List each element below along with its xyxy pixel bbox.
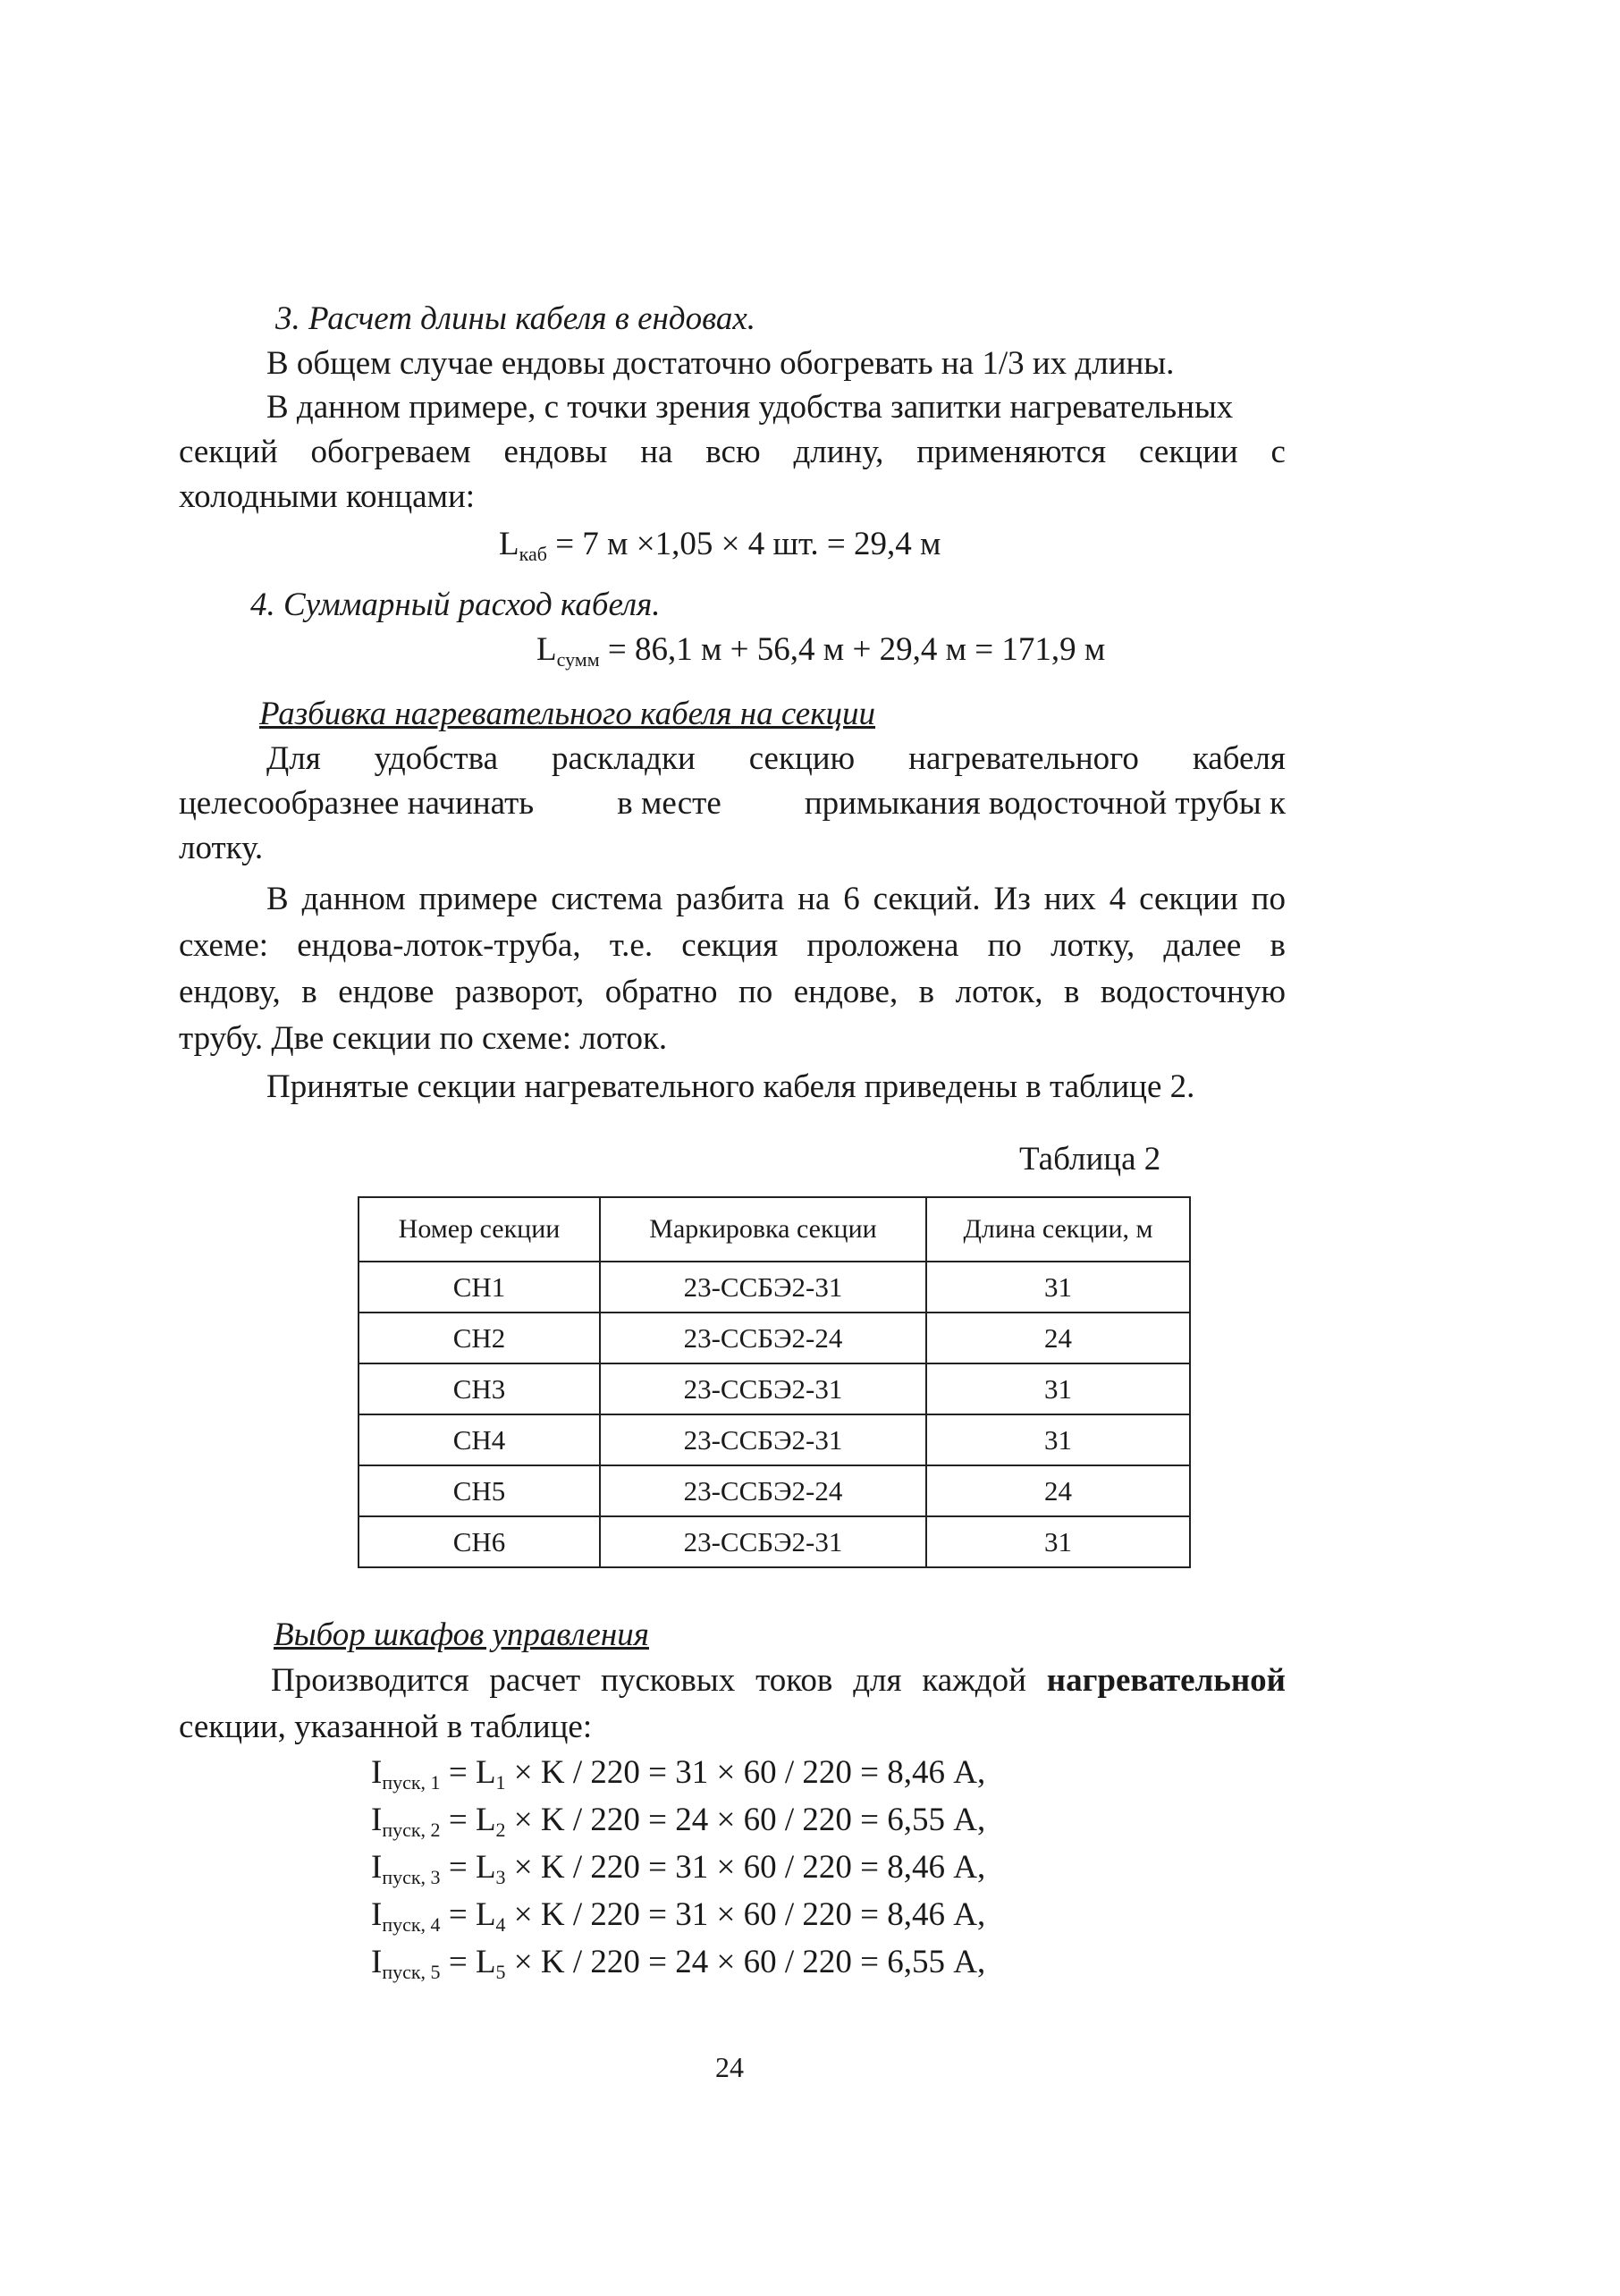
word: применяются: [916, 434, 1107, 470]
formula-symbol: I: [371, 1754, 383, 1791]
formula-start-current-5: $I_{пуск, 5} = L_5 \times K / 220 = 24 \times 60 / 220 = 6,55$ А,: [371, 1944, 986, 1983]
table-cell: 24: [926, 1465, 1190, 1516]
formula-start-current-2: $I_{пуск, 2} = L_2 \times K / 220 = 24 \times 60 / 220 = 6,55$ А,: [371, 1802, 986, 1841]
word: Производится: [271, 1662, 469, 1699]
table-cell: 23-ССБЭ2-31: [600, 1516, 926, 1567]
section-3-heading: 3. Расчет длины кабеля в ендовах.: [275, 300, 756, 337]
split-paragraph-2-line-4: трубу. Две секции по схеме: лоток.: [179, 1020, 668, 1057]
word: далее: [1163, 927, 1242, 964]
split-heading: Разбивка нагревательного кабеля на секции: [259, 696, 876, 732]
word: в месте: [617, 785, 721, 822]
formula-expression: × K / 220 = 24 × 60 / 220 = 6,55 А,: [505, 1802, 986, 1838]
table-cell: СН6: [359, 1516, 600, 1567]
formula-expression: × K / 220 = 24 × 60 / 220 = 6,55 А,: [505, 1944, 986, 1980]
table-cell: 23-ССБЭ2-31: [600, 1262, 926, 1313]
word: по: [987, 927, 1022, 964]
table-cell: 23-ССБЭ2-31: [600, 1363, 926, 1414]
column-header: Маркировка секции: [600, 1197, 926, 1262]
word: секций.: [873, 881, 981, 917]
word: длину,: [793, 434, 884, 470]
word: целесообразнее начинать: [179, 785, 535, 822]
formula-symbol: L: [475, 1802, 496, 1838]
word: в: [918, 974, 935, 1010]
word: секции: [1139, 434, 1238, 470]
word: 4: [1109, 881, 1126, 917]
word: с: [1270, 434, 1286, 470]
table-cell: СН3: [359, 1363, 600, 1414]
word: секция: [681, 927, 779, 964]
word: 6: [843, 881, 860, 917]
formula-expression: = 7 м ×1,05 × 4 шт. = 29,4 м: [546, 526, 941, 562]
split-paragraph-3: Принятые секции нагревательного кабеля приведены в таблице 2.: [266, 1068, 1195, 1105]
table-cell: 31: [926, 1262, 1190, 1313]
formula-subscript: 5: [495, 1961, 506, 1983]
formula-symbol: L: [499, 526, 519, 562]
formula-symbol: L: [475, 1754, 496, 1791]
formula-start-current-4: $I_{пуск, 4} = L_4 \times K / 220 = 31 \times 60 / 220 = 8,46$ А,: [371, 1896, 986, 1936]
word: обратно: [604, 974, 718, 1010]
table-row: [359, 1414, 1190, 1465]
word: В: [266, 881, 289, 917]
column-header: Номер секции: [359, 1197, 600, 1262]
word: секции: [1139, 881, 1238, 917]
formula-expression: × K / 220 = 31 × 60 / 220 = 8,46 А,: [505, 1754, 986, 1791]
word: в: [301, 974, 317, 1010]
word: раскладки: [551, 740, 696, 777]
word: нагревательной: [1046, 1662, 1286, 1699]
table-cell: 31: [926, 1516, 1190, 1567]
formula-symbol: I: [371, 1896, 383, 1933]
sections-table: [358, 1196, 1191, 1568]
page-number: 24: [715, 2051, 744, 2083]
word: лотку,: [1050, 927, 1135, 964]
section-3-paragraph-2-line-2: [179, 429, 1286, 476]
word: в: [1270, 927, 1286, 964]
table-cell: СН1: [359, 1262, 600, 1313]
word: секций: [179, 434, 278, 470]
word: лоток,: [955, 974, 1043, 1010]
word: Для: [266, 740, 321, 777]
word: ендовы: [503, 434, 608, 470]
formula-subscript: каб: [519, 543, 547, 565]
word: них: [1043, 881, 1096, 917]
formula-expression: × K / 220 = 31 × 60 / 220 = 8,46 А,: [505, 1849, 986, 1886]
table-cell: 23-ССБЭ2-24: [600, 1465, 926, 1516]
formula-subscript: пуск, 4: [382, 1913, 441, 1936]
word: данном: [301, 881, 406, 917]
table-row: [359, 1363, 1190, 1414]
word: т.е.: [609, 927, 654, 964]
formula-subscript: 4: [495, 1913, 506, 1936]
word: пусковых: [601, 1662, 736, 1699]
table-cell: 23-ССБЭ2-24: [600, 1313, 926, 1363]
table-header-row: [359, 1197, 1190, 1262]
section-3-paragraph-1: В общем случае ендовы достаточно обогревать на 1/3 их длины.: [266, 345, 1175, 382]
word: по: [1251, 881, 1286, 917]
table-row: [359, 1516, 1190, 1567]
formula-subscript: 1: [495, 1771, 506, 1794]
formula-symbol: L: [475, 1849, 496, 1886]
word: по: [738, 974, 773, 1010]
word: ендова-лоток-труба,: [297, 927, 581, 964]
split-paragraph-1-line-2: [179, 781, 1286, 827]
word: водосточную: [1100, 974, 1286, 1010]
table-row: [359, 1313, 1190, 1363]
word: разбита: [676, 881, 785, 917]
table-caption: Таблица 2: [1019, 1141, 1161, 1178]
word: секцию: [748, 740, 856, 777]
formula-subscript: 3: [495, 1866, 506, 1888]
word: токов: [755, 1662, 833, 1699]
formula-expression: = 86,1 м + 56,4 м + 29,4 м = 171,9 м: [599, 631, 1106, 668]
table-cell: СН2: [359, 1313, 600, 1363]
word: ендову,: [179, 974, 281, 1010]
section-3-paragraph-2-line-3: холодными концами:: [179, 478, 476, 515]
cabinets-heading: Выбор шкафов управления: [274, 1616, 649, 1653]
formula-symbol: L: [536, 631, 557, 668]
formula-subscript: 2: [495, 1819, 506, 1841]
word: на: [797, 881, 831, 917]
word: разворот,: [454, 974, 585, 1010]
formula-subscript: пуск, 2: [382, 1819, 441, 1841]
table-row: [359, 1465, 1190, 1516]
word: всю: [705, 434, 761, 470]
formula-cable-length: [499, 521, 941, 568]
word: расчет: [489, 1662, 581, 1699]
word: проложена: [806, 927, 959, 964]
formula-symbol: I: [371, 1944, 383, 1980]
formula-subscript: пуск, 3: [382, 1866, 441, 1888]
formula-total-length: [536, 627, 1105, 673]
split-paragraph-1-line-3: лотку.: [179, 830, 264, 866]
word: на: [640, 434, 673, 470]
section-4-heading: 4. Суммарный расход кабеля.: [250, 587, 661, 623]
word: система: [551, 881, 663, 917]
table-cell: 31: [926, 1414, 1190, 1465]
word: нагревательного: [908, 740, 1139, 777]
word: в: [1063, 974, 1080, 1010]
formula-subscript: пуск, 5: [382, 1961, 441, 1983]
formula-start-current-3: $I_{пуск, 3} = L_3 \times K / 220 = 31 \times 60 / 220 = 8,46$ А,: [371, 1849, 986, 1888]
formula-symbol: L: [475, 1944, 496, 1980]
table-cell: СН5: [359, 1465, 600, 1516]
split-paragraph-2-line-3: [179, 969, 1286, 1016]
formula-symbol: I: [371, 1849, 383, 1886]
formula-expression: × K / 220 = 31 × 60 / 220 = 8,46 А,: [505, 1896, 986, 1933]
table-cell: СН4: [359, 1414, 600, 1465]
word: примыкания водосточной трубы к: [804, 785, 1286, 822]
word: обогреваем: [310, 434, 471, 470]
split-paragraph-2-line-1: [266, 876, 1286, 923]
table-cell: 24: [926, 1313, 1190, 1363]
formula-start-current-1: $I_{пуск, 1} = L_1 \times K / 220 = 31 \times 60 / 220 = 8,46$ А,: [371, 1754, 986, 1794]
formula-symbol: L: [475, 1896, 496, 1933]
word: каждой: [922, 1662, 1026, 1699]
word: Из: [993, 881, 1031, 917]
word: удобства: [374, 740, 498, 777]
cabinets-paragraph-line-2: секции, указанной в таблице:: [179, 1709, 593, 1745]
formula-subscript: пуск, 1: [382, 1771, 441, 1794]
formula-subscript: сумм: [556, 648, 600, 671]
formula-symbol: I: [371, 1802, 383, 1838]
split-paragraph-1-line-1: [266, 736, 1286, 782]
word: примере: [418, 881, 538, 917]
word: схеме:: [179, 927, 269, 964]
table-cell: 23-ССБЭ2-31: [600, 1414, 926, 1465]
cabinets-paragraph-line-1: [271, 1658, 1286, 1704]
word: кабеля: [1192, 740, 1286, 777]
word: ендове: [338, 974, 435, 1010]
section-3-paragraph-2-line-1: [266, 384, 1286, 431]
word: для: [853, 1662, 902, 1699]
table-cell: 31: [926, 1363, 1190, 1414]
word: ендове,: [793, 974, 899, 1010]
table-row: [359, 1262, 1190, 1313]
split-paragraph-2-line-2: [179, 923, 1286, 969]
text-run: В данном примере, с точки зрения удобства запитки нагревательных: [266, 389, 1234, 426]
column-header: Длина секции, м: [926, 1197, 1190, 1262]
